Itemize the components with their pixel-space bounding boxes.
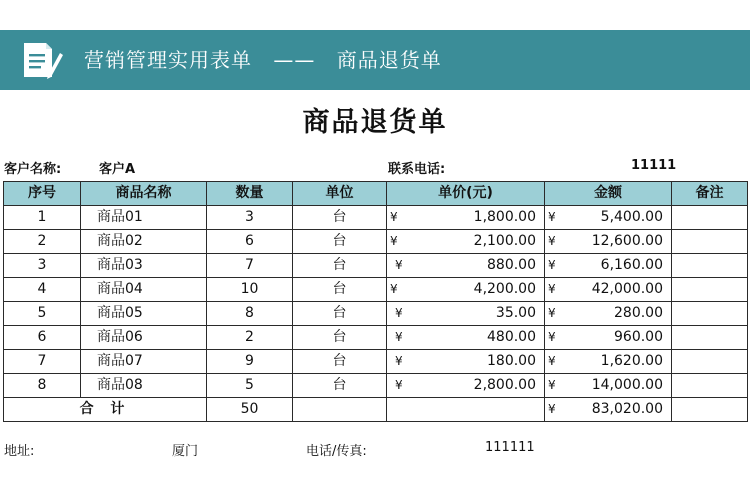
amount-value: 280.00 (614, 305, 663, 321)
amount-value: 960.00 (614, 329, 663, 345)
currency-symbol: ¥ (395, 354, 403, 368)
row-remark (672, 278, 748, 302)
row-remark (672, 206, 748, 230)
contact-phone-label: 联系电话: (388, 162, 446, 177)
total-unit-empty (293, 398, 387, 422)
currency-symbol: ¥ (395, 306, 403, 320)
amount-value: 42,000.00 (591, 281, 663, 297)
row-unit: 台 (293, 278, 387, 302)
document-title: 商品退货单 (302, 107, 448, 138)
total-amount-value: 83,020.00 (591, 401, 663, 417)
header-unit: 单位 (293, 182, 387, 206)
currency-symbol: ¥ (390, 234, 398, 248)
row-remark (672, 374, 748, 398)
row-remark (672, 302, 748, 326)
row-index: 3 (4, 254, 81, 278)
contact-phone-value: 11111 (631, 158, 677, 173)
row-amount (545, 374, 672, 398)
row-unit: 台 (293, 350, 387, 374)
address-value: 厦门 (172, 444, 199, 459)
row-product-name: 商品01 (81, 206, 207, 230)
row-product-name: 商品02 (81, 230, 207, 254)
price-value: 4,200.00 (473, 281, 536, 297)
total-quantity: 50 (207, 398, 293, 422)
row-unit-price (387, 230, 545, 254)
row-quantity: 3 (207, 206, 293, 230)
currency-symbol: ¥ (395, 378, 403, 392)
table-row (4, 278, 748, 302)
table-row (4, 350, 748, 374)
currency-symbol: ¥ (548, 330, 556, 344)
amount-value: 12,600.00 (591, 233, 663, 249)
row-quantity: 7 (207, 254, 293, 278)
row-quantity: 6 (207, 230, 293, 254)
banner-separator: —— (273, 48, 316, 72)
row-quantity: 9 (207, 350, 293, 374)
currency-symbol: ¥ (548, 306, 556, 320)
row-product-name: 商品03 (81, 254, 207, 278)
header-amount: 金额 (545, 182, 672, 206)
amount-value: 5,400.00 (600, 209, 663, 225)
row-amount (545, 302, 672, 326)
row-unit: 台 (293, 206, 387, 230)
currency-symbol: ¥ (395, 330, 403, 344)
row-product-name: 商品08 (81, 374, 207, 398)
total-remark-empty (672, 398, 748, 422)
table-row (4, 374, 748, 398)
header-index: 序号 (4, 182, 81, 206)
row-index: 8 (4, 374, 81, 398)
amount-value: 6,160.00 (600, 257, 663, 273)
row-index: 1 (4, 206, 81, 230)
currency-symbol: ¥ (390, 210, 398, 224)
header-banner (0, 30, 750, 90)
currency-symbol: ¥ (548, 210, 556, 224)
banner-app-name: 营销管理实用表单 (84, 48, 252, 72)
row-remark (672, 254, 748, 278)
currency-symbol: ¥ (548, 234, 556, 248)
table-row (4, 302, 748, 326)
amount-value: 14,000.00 (591, 377, 663, 393)
row-remark (672, 326, 748, 350)
row-index: 5 (4, 302, 81, 326)
row-unit-price (387, 374, 545, 398)
price-value: 2,800.00 (473, 377, 536, 393)
table-row (4, 254, 748, 278)
row-index: 7 (4, 350, 81, 374)
row-quantity: 2 (207, 326, 293, 350)
row-product-name: 商品05 (81, 302, 207, 326)
currency-symbol: ¥ (548, 402, 556, 416)
total-label: 合 计 (4, 398, 207, 422)
row-quantity: 10 (207, 278, 293, 302)
amount-value: 1,620.00 (600, 353, 663, 369)
row-unit: 台 (293, 326, 387, 350)
price-value: 480.00 (487, 329, 536, 345)
currency-symbol: ¥ (548, 354, 556, 368)
row-unit: 台 (293, 254, 387, 278)
row-unit-price (387, 326, 545, 350)
row-product-name: 商品06 (81, 326, 207, 350)
row-index: 2 (4, 230, 81, 254)
header-remark: 备注 (672, 182, 748, 206)
price-value: 880.00 (487, 257, 536, 273)
phone-fax-value: 111111 (485, 440, 535, 455)
total-price-empty (387, 398, 545, 422)
address-label: 地址: (4, 444, 35, 459)
row-product-name: 商品04 (81, 278, 207, 302)
table-row (4, 326, 748, 350)
row-amount (545, 254, 672, 278)
row-amount (545, 230, 672, 254)
price-value: 2,100.00 (473, 233, 536, 249)
total-amount (545, 398, 672, 422)
row-unit-price (387, 302, 545, 326)
table-row (4, 230, 748, 254)
row-unit: 台 (293, 374, 387, 398)
row-amount (545, 326, 672, 350)
price-value: 35.00 (495, 305, 536, 321)
table-row (4, 206, 748, 230)
row-amount (545, 278, 672, 302)
currency-symbol: ¥ (390, 282, 398, 296)
return-items-table (3, 181, 748, 422)
row-amount (545, 350, 672, 374)
header-quantity: 数量 (207, 182, 293, 206)
row-unit-price (387, 278, 545, 302)
row-quantity: 5 (207, 374, 293, 398)
currency-symbol: ¥ (548, 258, 556, 272)
header-unit-price: 单价(元) (387, 182, 545, 206)
row-index: 4 (4, 278, 81, 302)
price-value: 180.00 (487, 353, 536, 369)
row-index: 6 (4, 326, 81, 350)
row-product-name: 商品07 (81, 350, 207, 374)
phone-fax-label: 电话/传真: (306, 444, 367, 459)
document-edit-icon (18, 39, 64, 81)
row-quantity: 8 (207, 302, 293, 326)
row-unit: 台 (293, 230, 387, 254)
row-amount (545, 206, 672, 230)
customer-label: 客户名称: (4, 162, 62, 177)
row-unit-price (387, 206, 545, 230)
row-remark (672, 350, 748, 374)
currency-symbol: ¥ (395, 258, 403, 272)
table-header-row (4, 182, 748, 206)
row-unit-price (387, 254, 545, 278)
total-row (4, 398, 748, 422)
currency-symbol: ¥ (548, 378, 556, 392)
price-value: 1,800.00 (473, 209, 536, 225)
header-product-name: 商品名称 (81, 182, 207, 206)
row-unit: 台 (293, 302, 387, 326)
row-remark (672, 230, 748, 254)
customer-value: 客户A (99, 162, 136, 177)
banner-title (84, 44, 442, 73)
row-unit-price (387, 350, 545, 374)
currency-symbol: ¥ (548, 282, 556, 296)
banner-subtitle: 商品退货单 (336, 48, 442, 72)
